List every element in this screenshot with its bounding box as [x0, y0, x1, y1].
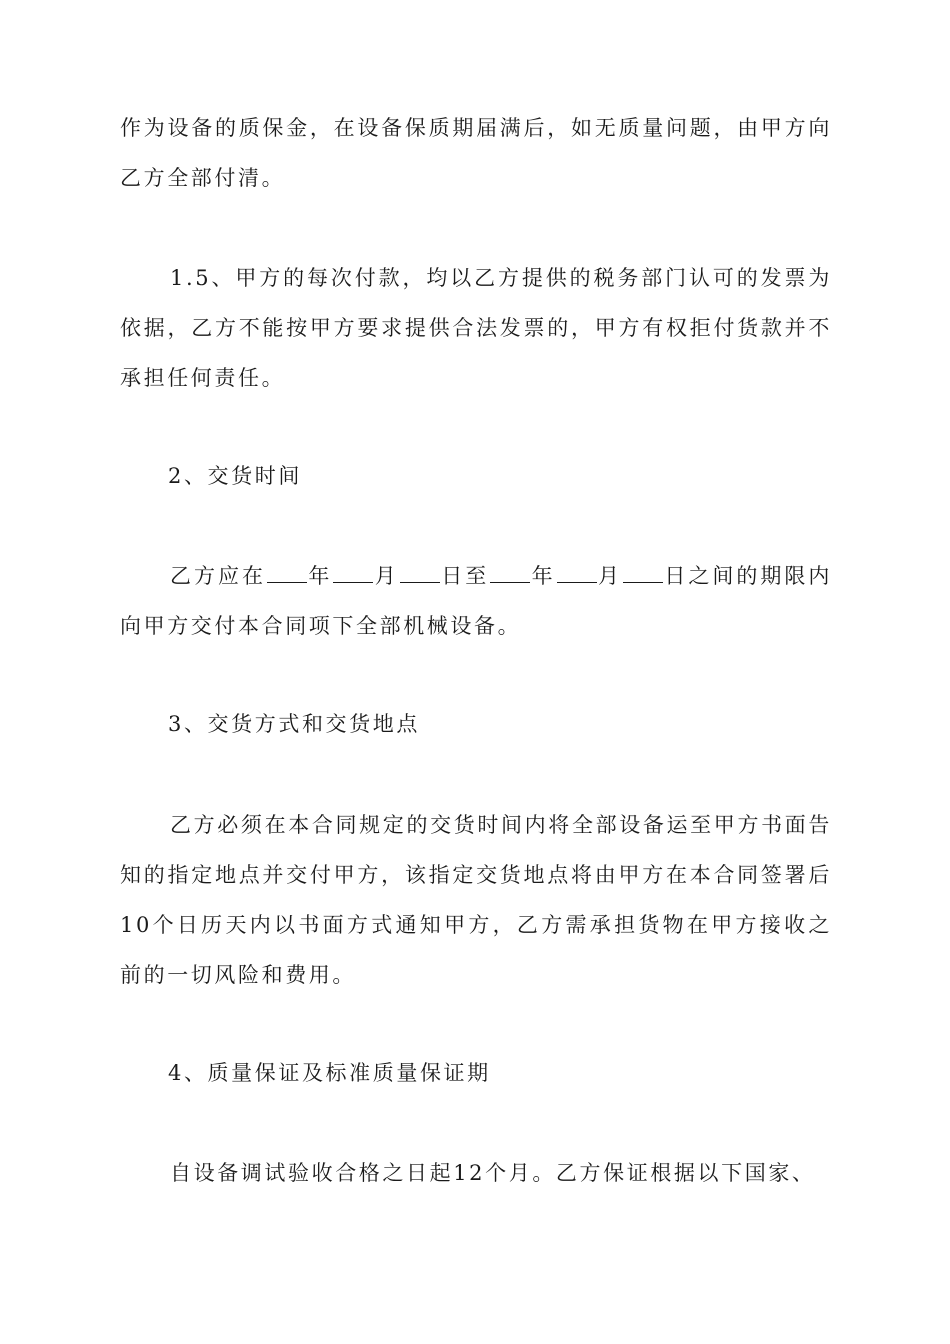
- label-year-end: 年: [531, 564, 556, 588]
- paragraph-delivery-method: 乙方必须在本合同规定的交货时间内将全部设备运至甲方书面告知的指定地点并交付甲方，该指定交货地点将由甲方在本合同签署后10个日历天内以书面方式通知甲方，乙方需承担货物在甲方接收之前的一切风险和费用。: [120, 813, 832, 987]
- paragraph-quality-warranty: 自设备调试验收合格之日起12个月。乙方保证根据以下国家、: [170, 1161, 816, 1185]
- label-month-end: 月: [597, 564, 623, 588]
- delivery-prefix: 乙方应在: [170, 564, 266, 588]
- label-month-start: 月: [374, 564, 399, 588]
- blank-day-start: [400, 560, 440, 583]
- label-day-end-rest: 日之间的期限内向甲方交付本合同项下全部机械设备。: [120, 564, 833, 638]
- label-year-start: 年: [308, 564, 333, 588]
- label-day-start: 日至: [440, 564, 490, 588]
- paragraph-retention-money: 作为设备的质保金，在设备保质期届满后，如无质量问题，由甲方向乙方全部付清。: [120, 116, 832, 190]
- heading-delivery-method: 3、交货方式和交货地点: [168, 712, 420, 736]
- blank-year-end: [490, 560, 530, 583]
- paragraph-clause-1-5: 1.5、甲方的每次付款，均以乙方提供的税务部门认可的发票为依据，乙方不能按甲方要求提供合法发票的，甲方有权拒付货款并不承担任何责任。: [120, 266, 832, 390]
- heading-delivery-time: 2、交货时间: [168, 464, 302, 488]
- heading-quality-warranty: 4、质量保证及标准质量保证期: [168, 1061, 491, 1085]
- blank-month-end: [557, 560, 597, 583]
- blank-year-start: [267, 560, 307, 583]
- blank-month-start: [333, 560, 373, 583]
- paragraph-delivery-time: [120, 551, 832, 651]
- blank-day-end: [623, 560, 663, 583]
